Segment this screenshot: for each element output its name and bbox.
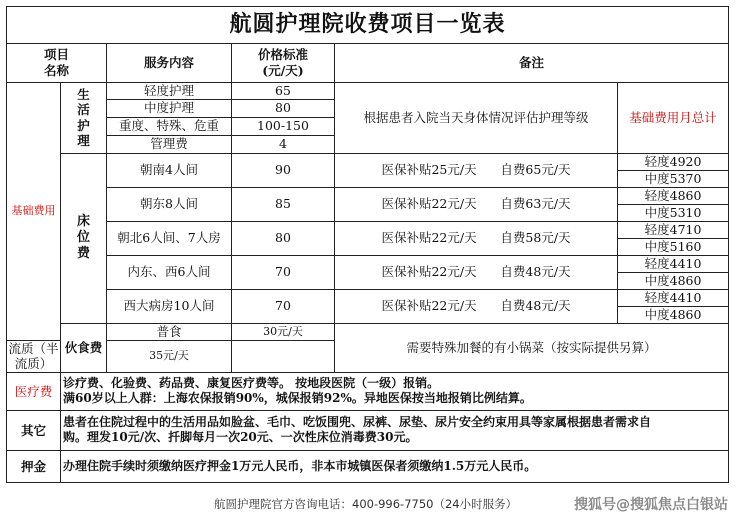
footer: [0, 494, 740, 512]
room-service: 朝北6人间、7人房: [107, 221, 232, 255]
header-item-line1: 项目: [43, 47, 69, 63]
total-medium: 中度4860: [618, 272, 729, 289]
nursing-label-char: 生: [77, 86, 90, 102]
monthly-total-label: 基础费用月总计: [618, 83, 729, 154]
food-price: 30元/天: [232, 323, 335, 340]
total-light: 轻度4410: [618, 289, 729, 306]
deposit-label: 押金: [7, 450, 61, 482]
bed-label-char: 床: [76, 213, 90, 229]
room-service: 内东、西6人间: [107, 255, 232, 289]
price-cell: 65: [232, 83, 335, 100]
room-price: 80: [232, 221, 335, 255]
price-cell: 100-150: [232, 117, 335, 135]
price-cell: 80: [232, 99, 335, 117]
basic-fee-label: 基础费用: [7, 83, 61, 341]
room-service: 西大病房10人间: [107, 289, 232, 323]
contact-phone: 航圆护理院官方咨询电话：400-996-7750（24小时服务）: [214, 497, 518, 511]
bed-label-char: 费: [76, 246, 90, 262]
header-price-line2: (元/天): [262, 63, 304, 78]
header-service: 服务内容: [107, 44, 232, 83]
room-price: 70: [232, 255, 335, 289]
food-fee-label: 伙食费: [61, 323, 107, 372]
food-remark: 需要特殊加餐的有小锅菜（按实际提供另算）: [335, 323, 729, 372]
total-light: 轻度4410: [618, 255, 729, 272]
nursing-label-char: 护: [77, 117, 90, 133]
room-service: 朝南4人间: [107, 153, 232, 187]
total-medium: 中度5310: [618, 204, 729, 221]
nursing-label-char: 理: [77, 133, 90, 149]
watermark: 搜狐号@搜狐焦点白银站: [574, 497, 728, 513]
food-service: 流质（半流质）: [8, 340, 59, 372]
service-cell: 轻度护理: [107, 83, 232, 100]
total-light: 轻度4710: [618, 221, 729, 238]
bed-fee-label: [61, 153, 107, 323]
room-remark: 医保补贴22元/天 自费48元/天: [335, 289, 618, 323]
total-medium: 中度5160: [618, 238, 729, 255]
header-item-name: [7, 44, 107, 83]
total-medium: 中度5370: [618, 170, 729, 187]
other-line1: 患者在住院过程中的生活用品如脸盆、毛巾、吃饭围兜、尿裤、尿垫、尿片安全约束用具等家属根据患者需求自: [63, 415, 652, 430]
room-remark: 医保补贴25元/天 自费65元/天: [335, 153, 618, 187]
fee-table-container: [6, 6, 728, 490]
nursing-label: [61, 83, 107, 154]
header-price-line1: 价格标准: [257, 47, 308, 63]
room-price: 70: [232, 289, 335, 323]
service-cell: 管理费: [107, 135, 232, 153]
food-price: 35元/天: [107, 340, 232, 372]
medical-fee-text: [61, 372, 729, 410]
header-remark: 备注: [335, 44, 729, 83]
room-remark: 医保补贴22元/天 自费48元/天: [335, 255, 618, 289]
bed-label-char: 位: [76, 230, 90, 245]
other-fee-text: [61, 410, 729, 450]
other-fee-label: 其它: [7, 410, 61, 450]
room-remark: 医保补贴22元/天 自费58元/天: [335, 221, 618, 255]
medical-line1: 诊疗费、化验费、药品费、康复医疗费等。 按地段医院（一级）报销。: [63, 376, 440, 391]
header-price: [232, 44, 335, 83]
food-service: 普食: [107, 323, 232, 340]
room-remark: 医保补贴22元/天 自费63元/天: [335, 187, 618, 221]
table-title: 航圆护理院收费项目一览表: [7, 7, 729, 44]
total-medium: 中度4860: [618, 306, 729, 323]
room-price: 90: [232, 153, 335, 187]
nursing-label-char: 活: [77, 102, 90, 118]
room-service: 朝东8人间: [107, 187, 232, 221]
nursing-remark: 根据患者入院当天身体情况评估护理等级: [335, 83, 618, 154]
total-light: 轻度4920: [618, 153, 729, 170]
medical-fee-label: 医疗费: [7, 372, 61, 410]
fee-table: [6, 6, 729, 483]
service-cell: 中度护理: [107, 99, 232, 117]
deposit-text: 办理住院手续时须缴纳医疗押金1万元人民币，非本市城镇医保者须缴纳1.5万元人民币。: [61, 450, 729, 482]
medical-line2: 满60岁以上人群：上海农保报销90%，城保报销92%。异地医保按当地报销比例结算。: [63, 391, 532, 406]
other-line2: 购。理发10元/次、扦脚每月一次20元、一次性床位消毒费30元。: [63, 430, 418, 445]
service-cell: 重度、特殊、危重: [107, 117, 232, 135]
total-light: 轻度4860: [618, 187, 729, 204]
price-cell: 4: [232, 135, 335, 153]
room-price: 85: [232, 187, 335, 221]
header-item-line2: 名称: [43, 63, 69, 78]
